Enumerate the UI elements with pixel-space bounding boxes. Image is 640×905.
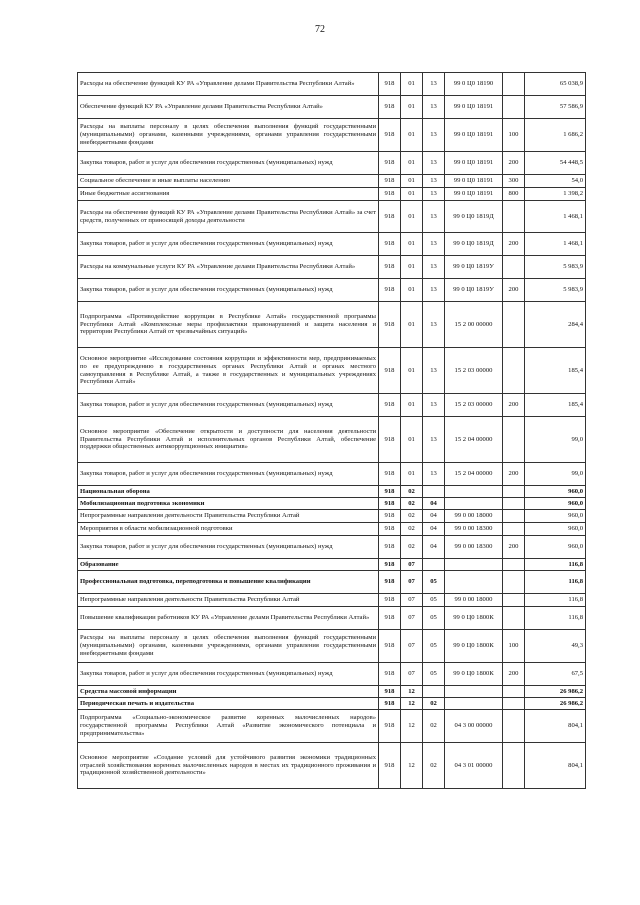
expense-type-cell: 100 — [503, 630, 525, 663]
section-code-cell: 01 — [401, 152, 423, 175]
subsection-code-cell: 13 — [423, 279, 445, 302]
expense-type-cell — [503, 417, 525, 463]
expense-type-cell: 200 — [503, 394, 525, 417]
department-code-cell: 918 — [379, 571, 401, 594]
subsection-code-cell: 13 — [423, 96, 445, 119]
subsection-code-cell: 13 — [423, 201, 445, 233]
expense-name-cell: Закупка товаров, работ и услуг для обеспечения государственных (муниципальных) нужд — [78, 663, 379, 686]
amount-cell: 99,0 — [525, 417, 586, 463]
section-code-cell: 07 — [401, 607, 423, 630]
expense-name-cell: Периодическая печать и издательства — [78, 698, 379, 710]
expense-name-cell: Подпрограмма «Противодействие коррупции в Республике Алтай» государственной программы Республики Алтай «Комплексные меры профилактики правонарушений и защита населения и территории Республики Алтай от чрезвычайных ситуаций» — [78, 302, 379, 348]
expense-name-cell: Иные бюджетные ассигнования — [78, 188, 379, 201]
table-row — [78, 119, 586, 152]
subsection-code-cell: 13 — [423, 302, 445, 348]
amount-cell: 26 986,2 — [525, 698, 586, 710]
section-code-cell: 01 — [401, 73, 423, 96]
section-code-cell: 01 — [401, 394, 423, 417]
expense-name-cell: Повышение квалификации работников КУ РА «Управление делами Правительства Республики Алтай» — [78, 607, 379, 630]
section-code-cell: 01 — [401, 233, 423, 256]
section-code-cell: 12 — [401, 686, 423, 698]
subsection-code-cell: 13 — [423, 417, 445, 463]
department-code-cell: 918 — [379, 188, 401, 201]
expense-type-cell: 300 — [503, 175, 525, 188]
amount-cell: 960,0 — [525, 536, 586, 559]
target-article-cell: 99 0 Ц0 1819У — [445, 256, 503, 279]
amount-cell: 960,0 — [525, 510, 586, 523]
subsection-code-cell: 04 — [423, 510, 445, 523]
section-code-cell: 07 — [401, 559, 423, 571]
section-code-cell: 01 — [401, 279, 423, 302]
amount-cell: 1 468,1 — [525, 201, 586, 233]
department-code-cell: 918 — [379, 256, 401, 279]
expense-name-cell: Образование — [78, 559, 379, 571]
subsection-code-cell: 04 — [423, 523, 445, 536]
section-code-cell: 07 — [401, 663, 423, 686]
amount-cell: 5 983,9 — [525, 256, 586, 279]
amount-cell: 185,4 — [525, 394, 586, 417]
amount-cell: 116,8 — [525, 607, 586, 630]
amount-cell: 1 686,2 — [525, 119, 586, 152]
target-article-cell: 99 0 Ц0 18191 — [445, 96, 503, 119]
amount-cell: 960,0 — [525, 486, 586, 498]
expense-name-cell: Расходы на обеспечение функций КУ РА «Управление делами Правительства Республики Алтай» за счет средств, полученных от приносящей доходы деятельности — [78, 201, 379, 233]
table-row — [78, 686, 586, 698]
amount-cell: 65 038,9 — [525, 73, 586, 96]
table-row — [78, 96, 586, 119]
section-code-cell: 01 — [401, 175, 423, 188]
table-row — [78, 201, 586, 233]
subsection-code-cell: 02 — [423, 698, 445, 710]
amount-cell: 1 468,1 — [525, 233, 586, 256]
subsection-code-cell: 04 — [423, 498, 445, 510]
department-code-cell: 918 — [379, 663, 401, 686]
subsection-code-cell: 13 — [423, 394, 445, 417]
table-row — [78, 698, 586, 710]
target-article-cell: 15 2 03 00000 — [445, 348, 503, 394]
expense-type-cell — [503, 348, 525, 394]
section-code-cell: 01 — [401, 96, 423, 119]
table-row — [78, 571, 586, 594]
amount-cell: 284,4 — [525, 302, 586, 348]
target-article-cell: 99 0 Ц0 1800К — [445, 630, 503, 663]
expense-name-cell: Мероприятия в области мобилизационной подготовки — [78, 523, 379, 536]
expense-type-cell: 800 — [503, 188, 525, 201]
amount-cell: 804,1 — [525, 743, 586, 789]
subsection-code-cell: 13 — [423, 256, 445, 279]
target-article-cell: 99 0 00 18000 — [445, 594, 503, 607]
amount-cell: 67,5 — [525, 663, 586, 686]
target-article-cell: 99 0 Ц0 1819У — [445, 279, 503, 302]
subsection-code-cell — [423, 559, 445, 571]
amount-cell: 54,0 — [525, 175, 586, 188]
amount-cell: 804,1 — [525, 710, 586, 743]
expense-name-cell: Мобилизационная подготовка экономики — [78, 498, 379, 510]
budget-table-body — [78, 73, 586, 789]
subsection-code-cell: 02 — [423, 710, 445, 743]
target-article-cell: 99 0 Ц0 1800К — [445, 663, 503, 686]
table-row — [78, 302, 586, 348]
expense-type-cell — [503, 498, 525, 510]
department-code-cell: 918 — [379, 743, 401, 789]
table-row — [78, 510, 586, 523]
target-article-cell — [445, 698, 503, 710]
expense-type-cell — [503, 256, 525, 279]
section-code-cell: 02 — [401, 523, 423, 536]
section-code-cell: 01 — [401, 348, 423, 394]
table-row — [78, 498, 586, 510]
target-article-cell: 15 2 04 00000 — [445, 463, 503, 486]
target-article-cell: 04 3 00 00000 — [445, 710, 503, 743]
expense-type-cell: 200 — [503, 279, 525, 302]
department-code-cell: 918 — [379, 698, 401, 710]
department-code-cell: 918 — [379, 152, 401, 175]
subsection-code-cell: 13 — [423, 348, 445, 394]
subsection-code-cell: 05 — [423, 663, 445, 686]
subsection-code-cell: 13 — [423, 188, 445, 201]
target-article-cell: 15 2 04 00000 — [445, 417, 503, 463]
subsection-code-cell: 05 — [423, 594, 445, 607]
subsection-code-cell: 02 — [423, 743, 445, 789]
target-article-cell: 99 0 Ц0 1819Д — [445, 201, 503, 233]
department-code-cell: 918 — [379, 630, 401, 663]
amount-cell: 99,0 — [525, 463, 586, 486]
expense-name-cell: Обеспечение функций КУ РА «Управление делами Правительства Республики Алтай» — [78, 96, 379, 119]
expense-type-cell — [503, 201, 525, 233]
target-article-cell: 99 0 Ц0 18190 — [445, 73, 503, 96]
target-article-cell — [445, 498, 503, 510]
expense-name-cell: Закупка товаров, работ и услуг для обеспечения государственных (муниципальных) нужд — [78, 536, 379, 559]
target-article-cell: 99 0 Ц0 18191 — [445, 119, 503, 152]
section-code-cell: 01 — [401, 302, 423, 348]
subsection-code-cell — [423, 686, 445, 698]
budget-table — [77, 72, 586, 789]
section-code-cell: 01 — [401, 201, 423, 233]
amount-cell: 185,4 — [525, 348, 586, 394]
subsection-code-cell: 13 — [423, 119, 445, 152]
department-code-cell: 918 — [379, 348, 401, 394]
expense-type-cell — [503, 73, 525, 96]
section-code-cell: 01 — [401, 463, 423, 486]
expense-name-cell: Закупка товаров, работ и услуг для обеспечения государственных (муниципальных) нужд — [78, 279, 379, 302]
target-article-cell: 99 0 00 18000 — [445, 510, 503, 523]
expense-name-cell: Расходы на коммунальные услуги КУ РА «Управление делами Правительства Республики Алтай» — [78, 256, 379, 279]
expense-type-cell: 200 — [503, 663, 525, 686]
department-code-cell: 918 — [379, 73, 401, 96]
table-row — [78, 710, 586, 743]
section-code-cell: 02 — [401, 536, 423, 559]
target-article-cell — [445, 571, 503, 594]
page-number: 72 — [315, 24, 325, 35]
expense-name-cell: Закупка товаров, работ и услуг для обеспечения государственных (муниципальных) нужд — [78, 233, 379, 256]
amount-cell: 960,0 — [525, 523, 586, 536]
expense-type-cell — [503, 486, 525, 498]
section-code-cell: 02 — [401, 498, 423, 510]
target-article-cell: 99 0 00 18300 — [445, 536, 503, 559]
expense-type-cell — [503, 571, 525, 594]
section-code-cell: 01 — [401, 188, 423, 201]
department-code-cell: 918 — [379, 119, 401, 152]
department-code-cell: 918 — [379, 463, 401, 486]
section-code-cell: 01 — [401, 256, 423, 279]
department-code-cell: 918 — [379, 417, 401, 463]
table-row — [78, 663, 586, 686]
table-row — [78, 486, 586, 498]
expense-type-cell: 200 — [503, 152, 525, 175]
expense-name-cell: Основное мероприятие «Создание условий для устойчивого развития экономики традиционных отраслей хозяйствования коренных малочисленных народов в местах их традиционного проживания и традиционной хозяйственной деятельности» — [78, 743, 379, 789]
target-article-cell: 99 0 Ц0 18191 — [445, 175, 503, 188]
amount-cell: 5 983,9 — [525, 279, 586, 302]
target-article-cell — [445, 486, 503, 498]
expense-type-cell — [503, 96, 525, 119]
amount-cell: 26 986,2 — [525, 686, 586, 698]
expense-type-cell: 200 — [503, 233, 525, 256]
table-row — [78, 394, 586, 417]
department-code-cell: 918 — [379, 175, 401, 188]
department-code-cell: 918 — [379, 536, 401, 559]
table-row — [78, 348, 586, 394]
table-row — [78, 594, 586, 607]
subsection-code-cell: 04 — [423, 536, 445, 559]
target-article-cell: 99 0 Ц0 1800К — [445, 607, 503, 630]
subsection-code-cell: 13 — [423, 73, 445, 96]
department-code-cell: 918 — [379, 523, 401, 536]
table-row — [78, 279, 586, 302]
department-code-cell: 918 — [379, 710, 401, 743]
department-code-cell: 918 — [379, 233, 401, 256]
target-article-cell — [445, 686, 503, 698]
department-code-cell: 918 — [379, 279, 401, 302]
table-row — [78, 630, 586, 663]
table-row — [78, 536, 586, 559]
expense-type-cell — [503, 743, 525, 789]
section-code-cell: 12 — [401, 743, 423, 789]
section-code-cell: 01 — [401, 417, 423, 463]
subsection-code-cell: 05 — [423, 571, 445, 594]
subsection-code-cell: 05 — [423, 630, 445, 663]
target-article-cell: 99 0 Ц0 1819Д — [445, 233, 503, 256]
department-code-cell: 918 — [379, 607, 401, 630]
expense-name-cell: Закупка товаров, работ и услуг для обеспечения государственных (муниципальных) нужд — [78, 394, 379, 417]
subsection-code-cell: 13 — [423, 233, 445, 256]
department-code-cell: 918 — [379, 96, 401, 119]
amount-cell: 1 398,2 — [525, 188, 586, 201]
section-code-cell: 07 — [401, 630, 423, 663]
department-code-cell: 918 — [379, 594, 401, 607]
target-article-cell: 15 2 03 00000 — [445, 394, 503, 417]
table-row — [78, 152, 586, 175]
target-article-cell — [445, 559, 503, 571]
expense-name-cell: Непрограммные направления деятельности Правительства Республики Алтай — [78, 594, 379, 607]
table-row — [78, 256, 586, 279]
expense-name-cell: Профессиональная подготовка, переподготовка и повышение квалификации — [78, 571, 379, 594]
table-row — [78, 188, 586, 201]
expense-type-cell — [503, 607, 525, 630]
expense-name-cell: Непрограммные направления деятельности Правительства Республики Алтай — [78, 510, 379, 523]
department-code-cell: 918 — [379, 486, 401, 498]
expense-name-cell: Основное мероприятие «Обеспечение открытости и доступности для населения деятельности Правительства Республики Алтай и исполнительных органов Республики Алтай, обеспечение поддержки общественных антикоррупционных инициатив» — [78, 417, 379, 463]
amount-cell: 57 586,9 — [525, 96, 586, 119]
section-code-cell: 12 — [401, 710, 423, 743]
target-article-cell: 99 0 Ц0 18191 — [445, 188, 503, 201]
expense-name-cell: Закупка товаров, работ и услуг для обеспечения государственных (муниципальных) нужд — [78, 463, 379, 486]
table-row — [78, 743, 586, 789]
section-code-cell: 02 — [401, 486, 423, 498]
expense-type-cell — [503, 559, 525, 571]
section-code-cell: 12 — [401, 698, 423, 710]
department-code-cell: 918 — [379, 394, 401, 417]
section-code-cell: 02 — [401, 510, 423, 523]
amount-cell: 116,8 — [525, 594, 586, 607]
subsection-code-cell: 13 — [423, 463, 445, 486]
expense-name-cell: Национальная оборона — [78, 486, 379, 498]
table-row — [78, 73, 586, 96]
expense-name-cell: Подпрограмма «Социально-экономическое развитие коренных малочисленных народов» государственной программы Республики Алтай «Развитие экономического потенциала и предпринимательства» — [78, 710, 379, 743]
section-code-cell: 07 — [401, 594, 423, 607]
expense-name-cell: Расходы на выплаты персоналу в целях обеспечения выполнения функций государственными (муниципальными) органами, казенными учреждениями, органами управления государственными внебюджетными фондами — [78, 119, 379, 152]
table-row — [78, 233, 586, 256]
expense-type-cell — [503, 594, 525, 607]
amount-cell: 54 448,5 — [525, 152, 586, 175]
subsection-code-cell: 05 — [423, 607, 445, 630]
section-code-cell: 01 — [401, 119, 423, 152]
expense-name-cell: Основное мероприятие «Исследование состояния коррупции и эффективности мер, предпринимаемых по ее предупреждению в государственных органах Республики Алтай и органах местного самоуправления в Республике Алтай, а также в государственных и муниципальных учреждениях Республики Алтай» — [78, 348, 379, 394]
target-article-cell: 99 0 Ц0 18191 — [445, 152, 503, 175]
table-row — [78, 463, 586, 486]
expense-type-cell — [503, 510, 525, 523]
expense-type-cell — [503, 302, 525, 348]
expense-name-cell: Закупка товаров, работ и услуг для обеспечения государственных (муниципальных) нужд — [78, 152, 379, 175]
expense-type-cell: 200 — [503, 463, 525, 486]
expense-name-cell: Расходы на обеспечение функций КУ РА «Управление делами Правительства Республики Алтай» — [78, 73, 379, 96]
expense-type-cell — [503, 523, 525, 536]
expense-type-cell: 200 — [503, 536, 525, 559]
table-row — [78, 523, 586, 536]
expense-type-cell — [503, 686, 525, 698]
amount-cell: 116,8 — [525, 559, 586, 571]
table-row — [78, 417, 586, 463]
amount-cell: 116,8 — [525, 571, 586, 594]
department-code-cell: 918 — [379, 510, 401, 523]
table-row — [78, 559, 586, 571]
amount-cell: 960,0 — [525, 498, 586, 510]
department-code-cell: 918 — [379, 559, 401, 571]
subsection-code-cell: 13 — [423, 152, 445, 175]
expense-name-cell: Расходы на выплаты персоналу в целях обеспечения выполнения функций государственными (муниципальными) органами, казенными учреждениями, органами управления государственными внебюджетными фондами — [78, 630, 379, 663]
expense-name-cell: Средства массовой информации — [78, 686, 379, 698]
expense-type-cell — [503, 710, 525, 743]
department-code-cell: 918 — [379, 302, 401, 348]
department-code-cell: 918 — [379, 498, 401, 510]
table-row — [78, 607, 586, 630]
expense-type-cell: 100 — [503, 119, 525, 152]
subsection-code-cell: 13 — [423, 175, 445, 188]
section-code-cell: 07 — [401, 571, 423, 594]
target-article-cell: 99 0 00 18300 — [445, 523, 503, 536]
target-article-cell: 04 3 01 00000 — [445, 743, 503, 789]
expense-name-cell: Социальное обеспечение и иные выплаты населению — [78, 175, 379, 188]
expense-type-cell — [503, 698, 525, 710]
table-row — [78, 175, 586, 188]
target-article-cell: 15 2 00 00000 — [445, 302, 503, 348]
department-code-cell: 918 — [379, 686, 401, 698]
department-code-cell: 918 — [379, 201, 401, 233]
subsection-code-cell — [423, 486, 445, 498]
amount-cell: 49,3 — [525, 630, 586, 663]
